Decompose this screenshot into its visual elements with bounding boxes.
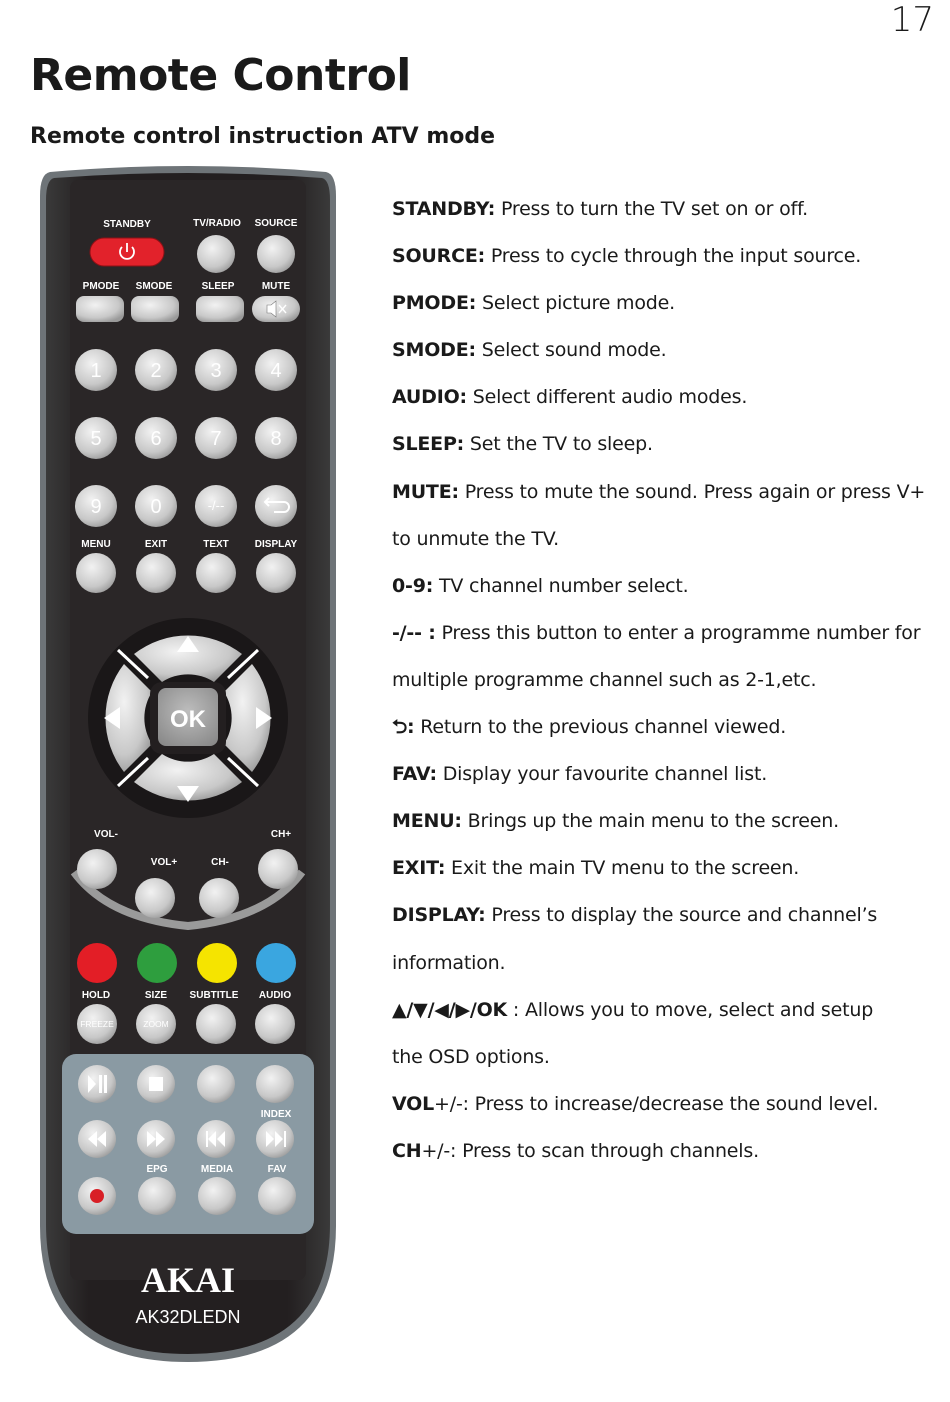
page-title: Remote Control <box>30 50 411 101</box>
desc-line: information. <box>392 951 506 974</box>
sleep-label: SLEEP <box>201 281 235 292</box>
desc-line: PMODE: Select picture mode. <box>392 292 675 315</box>
svg-text:7: 7 <box>210 428 222 450</box>
epg-button[interactable] <box>138 1177 176 1215</box>
text-label: TEXT <box>203 539 229 550</box>
desc-line: to unmute the TV. <box>392 527 559 550</box>
size-button[interactable] <box>136 1004 176 1044</box>
index-button[interactable] <box>256 1065 294 1103</box>
previous-button[interactable] <box>197 1120 235 1158</box>
desc-line: CH+/-: Press to scan through channels. <box>392 1139 759 1162</box>
ch-minus-button[interactable] <box>199 878 239 918</box>
size-label: SIZE <box>144 990 168 1001</box>
tv-radio-label: TV/RADIO <box>193 218 241 229</box>
digit-5-button[interactable] <box>75 417 117 459</box>
subtitle-label: SUBTITLE <box>189 990 239 1001</box>
menu-button[interactable] <box>76 553 116 593</box>
source-button[interactable] <box>257 235 295 273</box>
standby-button[interactable] <box>90 238 164 266</box>
blank-button-1[interactable] <box>197 1065 235 1103</box>
tv-radio-button[interactable] <box>197 235 235 273</box>
ch-plus-button[interactable] <box>258 849 298 889</box>
green-button[interactable] <box>137 943 177 983</box>
hold-button[interactable] <box>77 1004 117 1044</box>
record-button[interactable] <box>78 1177 116 1215</box>
svg-text:3: 3 <box>210 360 222 382</box>
svg-text:8: 8 <box>270 428 282 450</box>
audio-button[interactable] <box>255 1004 295 1044</box>
desc-line: AUDIO: Select different audio modes. <box>392 386 748 409</box>
stop-icon <box>149 1077 163 1091</box>
desc-line: ▲/▼/◀/▶/OK : Allows you to move, select and setup <box>392 998 874 1021</box>
source-label: SOURCE <box>254 218 298 229</box>
digit-4-button[interactable] <box>255 349 297 391</box>
vol-plus-button[interactable] <box>135 878 175 918</box>
fav-label: FAV <box>267 1164 287 1175</box>
desc-line: SLEEP: Set the TV to sleep. <box>392 433 653 456</box>
svg-text:0: 0 <box>150 496 162 518</box>
display-button[interactable] <box>256 553 296 593</box>
digit-9-button[interactable] <box>75 485 117 527</box>
svg-text:9: 9 <box>90 496 102 518</box>
desc-line: EXIT: Exit the main TV menu to the screen. <box>392 857 800 880</box>
section-title: Remote control instruction ATV mode <box>30 124 496 149</box>
ch-plus-label: CH+ <box>270 829 292 840</box>
text-button[interactable] <box>196 553 236 593</box>
mute-label: MUTE <box>261 281 291 292</box>
hold-label: HOLD <box>81 990 111 1001</box>
desc-line: ⮌: Return to the previous channel viewed. <box>392 716 787 739</box>
blue-button[interactable] <box>256 943 296 983</box>
svg-text:ZOOM: ZOOM <box>143 1019 169 1029</box>
desc-line: the OSD options. <box>392 1045 550 1068</box>
desc-line: 0-9: TV channel number select. <box>392 574 689 597</box>
remote-illustration <box>38 166 338 1366</box>
vol-plus-label: VOL+ <box>150 857 178 868</box>
desc-line: -/-- : Press this button to enter a programme number for <box>392 621 921 644</box>
desc-line: FAV: Display your favourite channel list. <box>392 763 768 786</box>
desc-line: MUTE: Press to mute the sound. Press again or press V+ <box>392 480 926 503</box>
ok-label: OK <box>170 706 206 733</box>
next-button[interactable] <box>256 1120 294 1158</box>
recall-button[interactable] <box>255 485 297 527</box>
exit-button[interactable] <box>136 553 176 593</box>
epg-label: EPG <box>146 1164 168 1175</box>
page-number: 17 <box>890 0 934 40</box>
model-name: AK32DLEDN <box>135 1307 241 1327</box>
brand-logo: AKAI <box>140 1260 236 1300</box>
digit-3-button[interactable] <box>195 349 237 391</box>
svg-text:-/--: -/-- <box>207 498 225 513</box>
subtitle-button[interactable] <box>196 1004 236 1044</box>
pmode-label: PMODE <box>82 281 120 292</box>
desc-line: SMODE: Select sound mode. <box>392 339 667 362</box>
play-pause-button[interactable] <box>78 1065 116 1103</box>
index-label: INDEX <box>260 1109 292 1120</box>
digit-1-button[interactable] <box>75 349 117 391</box>
svg-text:5: 5 <box>90 428 102 450</box>
standby-label: STANDBY <box>103 219 151 230</box>
svg-text:6: 6 <box>150 428 162 450</box>
digit-6-button[interactable] <box>135 417 177 459</box>
media-button[interactable] <box>198 1177 236 1215</box>
sleep-button[interactable] <box>196 296 244 322</box>
display-label: DISPLAY <box>254 539 298 550</box>
desc-line: SOURCE: Press to cycle through the input source. <box>392 245 862 268</box>
desc-line: MENU: Brings up the main menu to the screen. <box>392 810 839 833</box>
svg-text:1: 1 <box>90 360 102 382</box>
desc-line: DISPLAY: Press to display the source and channel’s <box>392 904 878 927</box>
audio-label: AUDIO <box>258 990 292 1001</box>
desc-line: multiple programme channel such as 2-1,etc. <box>392 668 817 691</box>
fav-button[interactable] <box>258 1177 296 1215</box>
ch-minus-label: CH- <box>211 857 229 868</box>
yellow-button[interactable] <box>197 943 237 983</box>
smode-button[interactable] <box>131 296 179 322</box>
pmode-button[interactable] <box>76 296 124 322</box>
desc-line: STANDBY: Press to turn the TV set on or off. <box>392 198 808 220</box>
digit-8-button[interactable] <box>255 417 297 459</box>
svg-text:4: 4 <box>270 360 282 382</box>
media-label: MEDIA <box>200 1164 234 1175</box>
digit-7-button[interactable] <box>195 417 237 459</box>
stop-button[interactable] <box>137 1065 175 1103</box>
record-icon <box>90 1189 104 1203</box>
svg-text:FREEZE: FREEZE <box>80 1019 114 1029</box>
desc-line: VOL+/-: Press to increase/decrease the sound level. <box>392 1092 879 1115</box>
mute-button[interactable] <box>252 296 300 322</box>
fast-forward-button[interactable] <box>137 1120 175 1158</box>
digit-0-button[interactable] <box>135 485 177 527</box>
svg-text:2: 2 <box>150 360 162 382</box>
exit-label: EXIT <box>144 539 168 550</box>
rewind-button[interactable] <box>78 1120 116 1158</box>
navigation-pad <box>88 618 288 818</box>
vol-minus-label: VOL- <box>94 829 118 840</box>
dash-button[interactable] <box>195 485 237 527</box>
red-button[interactable] <box>77 943 117 983</box>
menu-label: MENU <box>81 539 111 550</box>
digit-2-button[interactable] <box>135 349 177 391</box>
vol-minus-button[interactable] <box>77 849 117 889</box>
button-descriptions <box>392 186 944 1175</box>
smode-label: SMODE <box>135 281 173 292</box>
